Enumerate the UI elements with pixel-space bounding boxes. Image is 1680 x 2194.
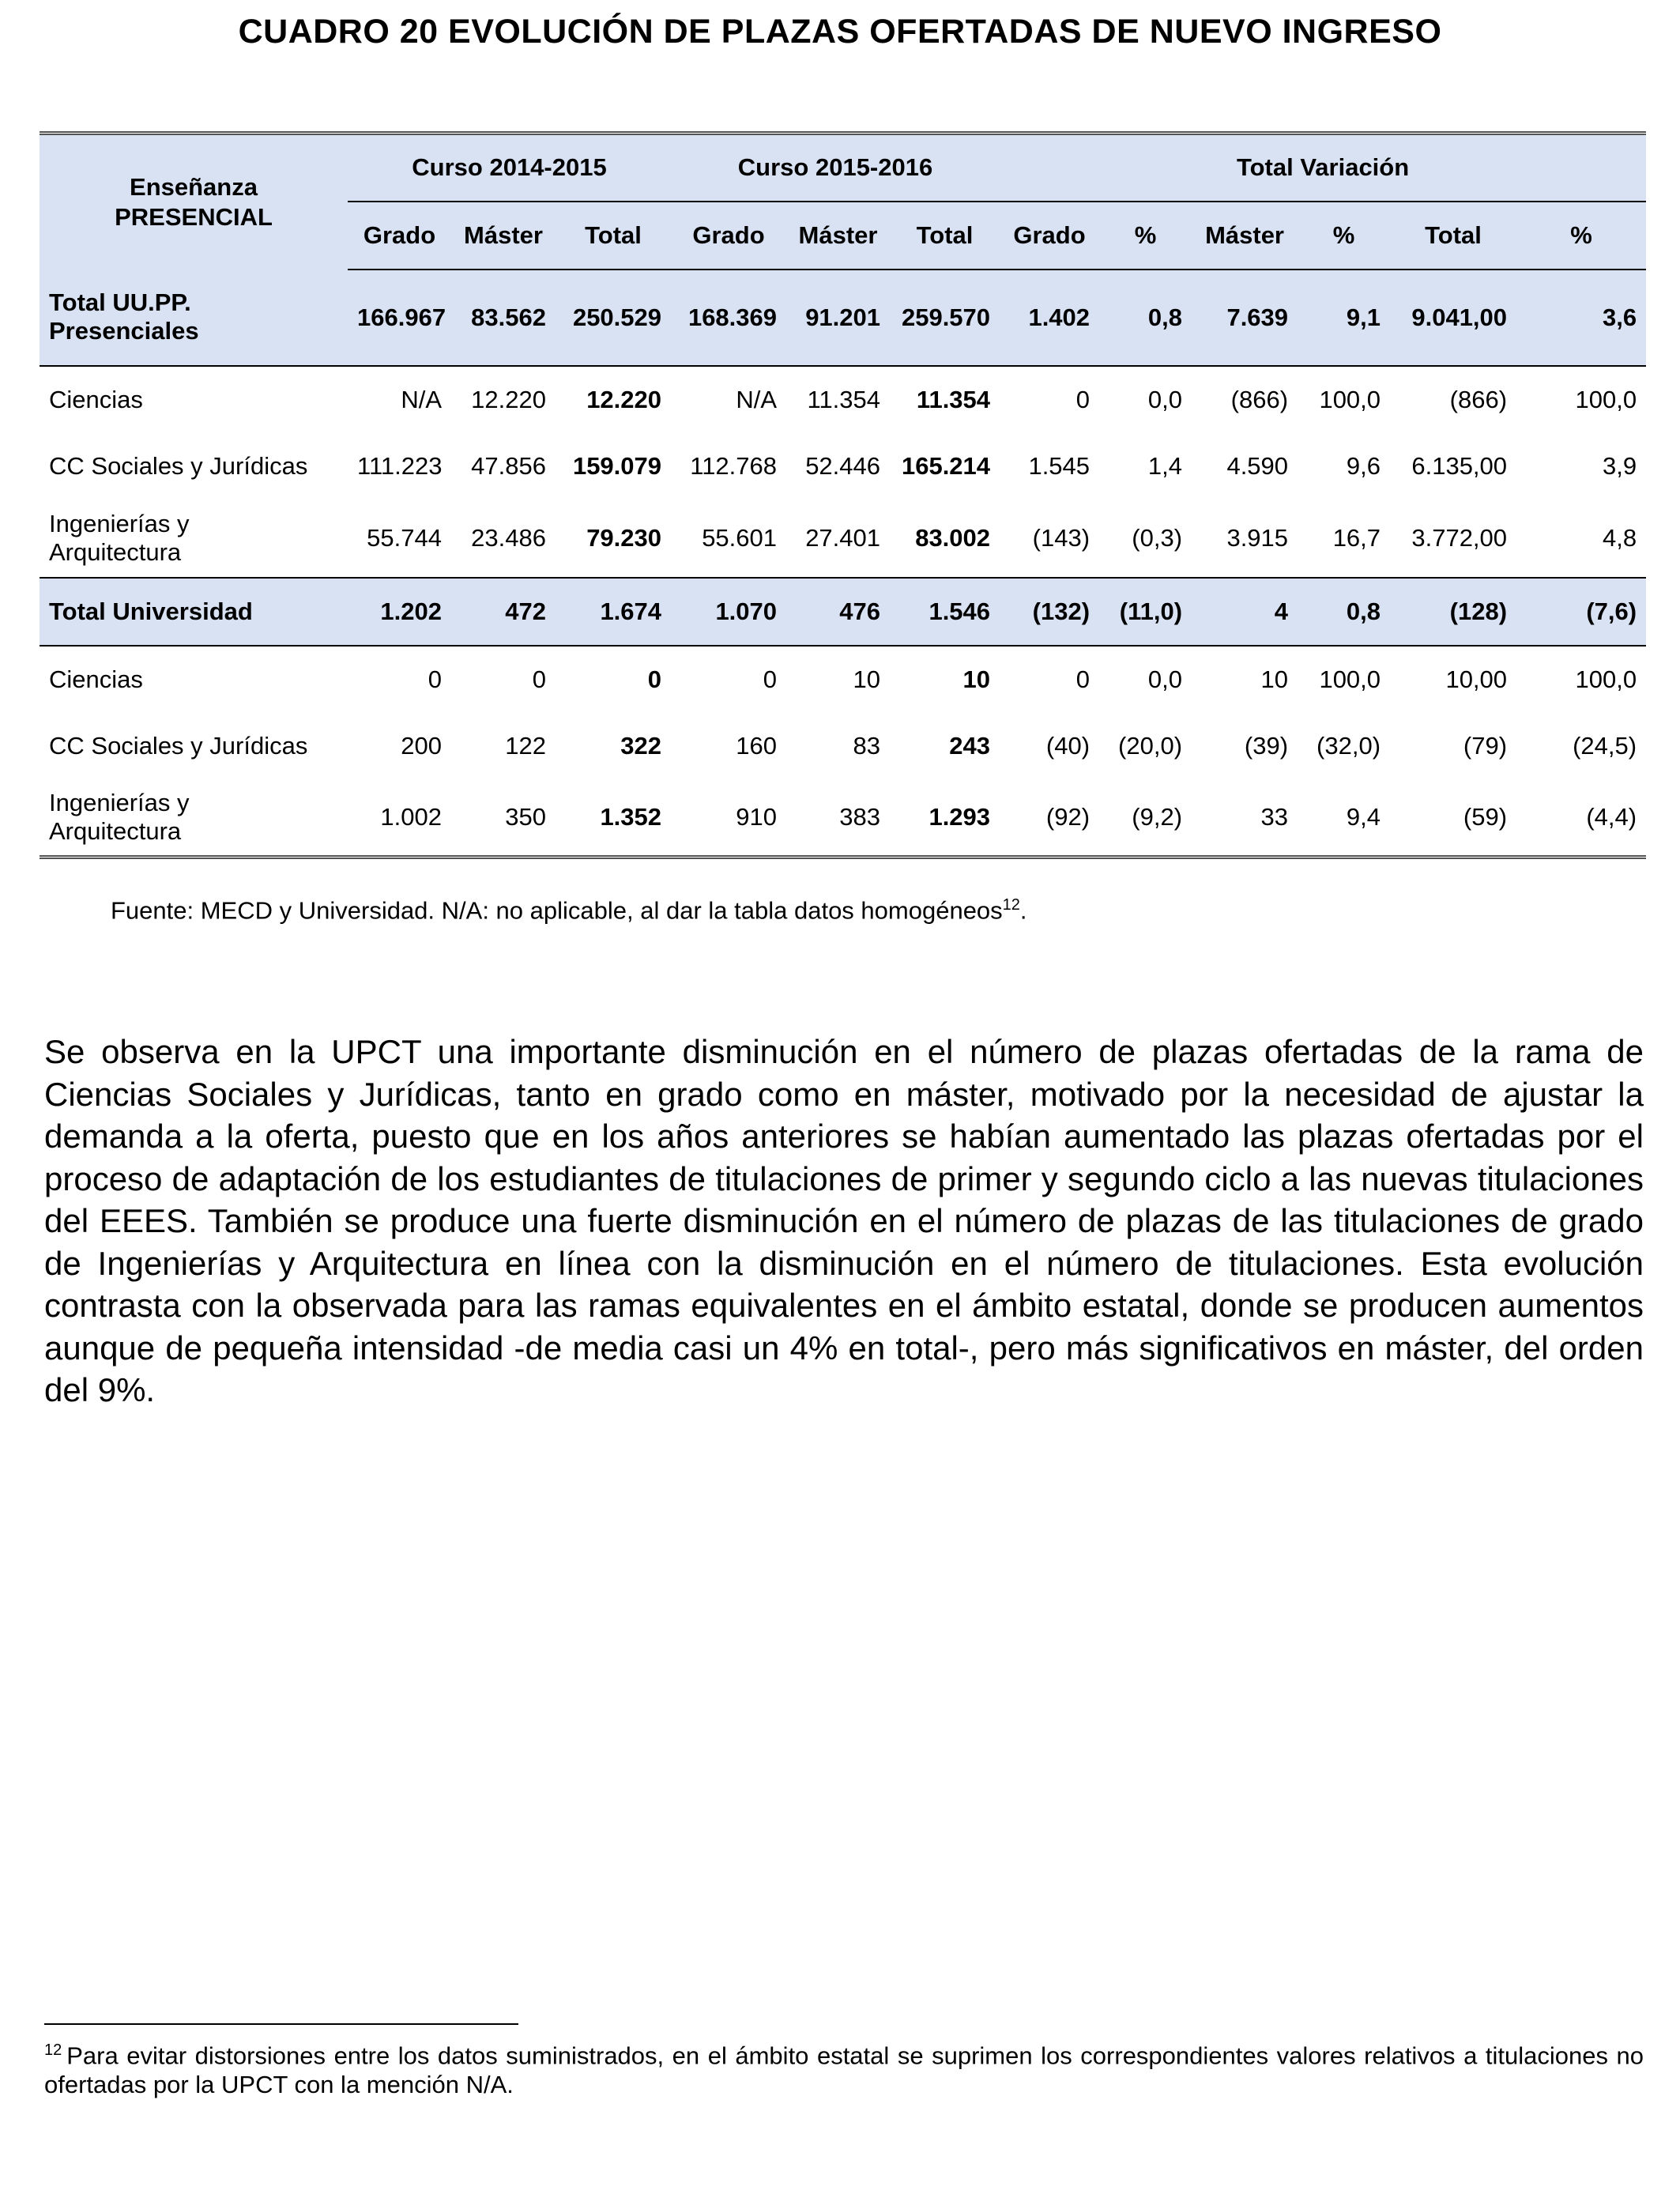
table-cell: (7,6) [1516, 578, 1646, 646]
column-header: Grado [671, 202, 786, 270]
column-header: Grado [348, 202, 451, 270]
table-cell: 243 [949, 732, 991, 760]
source-end: . [1019, 896, 1027, 925]
row-label: Ciencias [49, 385, 143, 413]
column-header: Máster [786, 202, 890, 270]
table-cell: 7.639 [1192, 270, 1298, 366]
footnote-number: 12 [44, 2041, 62, 2059]
column-header: Total [890, 202, 1000, 270]
table-cell: (128) [1390, 578, 1516, 646]
table-row [40, 366, 1646, 433]
table-cell: 0,8 [1099, 270, 1192, 366]
table-row [40, 500, 1646, 578]
table-cell: 1,4 [1147, 452, 1183, 480]
table-row-total-uupp [40, 270, 1646, 366]
row-label-line: Ingenierías y [49, 510, 190, 537]
table-cell: (20,0) [1118, 732, 1183, 760]
table-cell: 476 [786, 578, 890, 646]
column-header: Máster [1192, 202, 1298, 270]
footnote [44, 2036, 1644, 2099]
table-cell: (11,0) [1099, 578, 1192, 646]
table-cell: 33 [1260, 803, 1289, 831]
table-cell: 166.967 [348, 270, 451, 366]
table-cell: (40) [1045, 732, 1090, 760]
table-row [40, 433, 1646, 500]
row-header-line-2: PRESENCIAL [115, 202, 273, 231]
table-row [40, 713, 1646, 780]
row-label-line: Total UU.PP. [49, 288, 191, 316]
row-label-line: Ingenierías y [49, 789, 190, 817]
table-cell: 1.202 [348, 578, 451, 646]
table-cell: 100,0 [1319, 385, 1381, 413]
table-cell: 23.486 [471, 524, 546, 552]
table-cell: 165.214 [901, 452, 991, 480]
row-label [40, 500, 348, 578]
table-cell: 250.529 [556, 270, 671, 366]
table-cell: 0 [1075, 385, 1090, 413]
table-cell: 3,9 [1602, 452, 1637, 480]
table-cell: 1.545 [1028, 452, 1090, 480]
table-cell: 1.070 [671, 578, 786, 646]
table-cell: 12.220 [471, 385, 546, 413]
table-cell: 100,0 [1575, 385, 1637, 413]
table-cell: 0,0 [1147, 665, 1183, 693]
row-label-line: Arquitectura [49, 538, 182, 566]
table-cell: 1.352 [600, 803, 662, 831]
table-cell: 10 [1260, 665, 1289, 693]
table-cell: 1.674 [556, 578, 671, 646]
table-row [40, 646, 1646, 713]
table-cell: 83.562 [451, 270, 556, 366]
table-cell: 91.201 [786, 270, 890, 366]
body-paragraph: Se observa en la UPCT una importante disminución en el número de plazas ofertadas de la rama de Ciencias Sociales y Jurídicas, tanto en grado como en máster, motivado por la necesidad de ajustar la demanda a la oferta, puesto que en los años anteriores se habían aumentado las plazas ofertadas por el proceso de adaptación de los estudiantes de titulaciones de primer y segundo ciclo a las nuevas titulaciones del EEES. También se produce una fuerte disminución en el número de plazas de las titulaciones de grado de Ingenierías y Arquitectura en línea con la disminución en el número de titulaciones. Esta evolución contrasta con la observada para las ramas equivalentes en el ámbito estatal, donde se producen aumentos aunque de pequeña intensidad -de media casi un 4% en total-, pero más significativos en máster, del orden del 9%. [44, 1033, 1644, 1408]
column-header: % [1516, 202, 1646, 270]
table-cell: (866) [1449, 385, 1508, 413]
table-cell: 9,6 [1346, 452, 1381, 480]
table-cell: 112.768 [690, 452, 778, 480]
table-cell: 3.915 [1226, 524, 1289, 552]
footnote-separator [44, 2023, 518, 2025]
table-cell: 10 [853, 665, 881, 693]
table-cell: (866) [1230, 385, 1289, 413]
row-label-line: Presenciales [49, 317, 199, 345]
column-header: % [1298, 202, 1390, 270]
table-cell: 27.401 [805, 524, 881, 552]
table-cell: 12.220 [586, 385, 662, 413]
row-header-cell [40, 134, 348, 270]
table-cell: 168.369 [671, 270, 786, 366]
table-cell: (39) [1244, 732, 1289, 760]
table-cell: 160 [736, 732, 778, 760]
data-table [40, 131, 1646, 859]
table-cell: 47.856 [471, 452, 546, 480]
table-cell: 83 [853, 732, 881, 760]
table-cell: 16,7 [1332, 524, 1381, 552]
column-header: Grado [1000, 202, 1099, 270]
table-title: CUADRO 20 EVOLUCIÓN DE PLAZAS OFERTADAS DE NUEVO INGRESO [238, 13, 1442, 51]
table-cell: 383 [839, 803, 881, 831]
table-cell: (4,4) [1586, 803, 1637, 831]
column-header: % [1099, 202, 1192, 270]
column-header: Total [1390, 202, 1516, 270]
table-cell: (92) [1045, 803, 1090, 831]
table-cell: 0,8 [1298, 578, 1390, 646]
table-cell: (79) [1463, 732, 1508, 760]
table-cell: 55.744 [367, 524, 442, 552]
row-label: Ciencias [49, 665, 143, 693]
table-cell: (59) [1463, 803, 1508, 831]
row-label-line: Arquitectura [49, 817, 182, 846]
table-cell: 4,8 [1602, 524, 1637, 552]
table-cell: (132) [1000, 578, 1099, 646]
table-cell: 6.135,00 [1411, 452, 1508, 480]
source-text: Fuente: MECD y Universidad. N/A: no aplicable, al dar la tabla datos homogéneos [111, 896, 1003, 925]
table-cell: 122 [505, 732, 546, 760]
row-header-line-1: Enseñanza [130, 172, 258, 201]
table-row [40, 780, 1646, 858]
table-cell: N/A [736, 385, 778, 413]
table-cell: 0 [647, 665, 662, 693]
group-header-total-variacion: Total Variación [1000, 134, 1646, 202]
table-cell: 3,6 [1516, 270, 1646, 366]
footnote-reference: 12 [1002, 896, 1020, 914]
table-cell: 159.079 [572, 452, 662, 480]
table-cell: (32,0) [1317, 732, 1381, 760]
group-header-row [40, 134, 1646, 202]
table-cell: 100,0 [1575, 665, 1637, 693]
table-cell: 79.230 [586, 524, 662, 552]
table-cell: 0 [428, 665, 442, 693]
row-label: CC Sociales y Jurídicas [49, 732, 308, 760]
table-cell: (24,5) [1573, 732, 1637, 760]
table-cell: (143) [1032, 524, 1090, 552]
table-cell: 52.446 [805, 452, 881, 480]
row-label: CC Sociales y Jurídicas [49, 452, 308, 480]
table-cell: 4.590 [1226, 452, 1289, 480]
table-cell: 0,0 [1147, 385, 1183, 413]
column-header: Máster [451, 202, 556, 270]
table-cell: 0 [532, 665, 546, 693]
table-cell: 100,0 [1319, 665, 1381, 693]
table-cell: 350 [505, 803, 546, 831]
table-cell: 55.601 [702, 524, 778, 552]
table-cell: 10 [962, 665, 991, 693]
table-cell: 10,00 [1445, 665, 1508, 693]
table-cell: 472 [451, 578, 556, 646]
row-label [40, 270, 348, 366]
table-cell: 9,1 [1298, 270, 1390, 366]
table-source-note [111, 896, 1027, 925]
table-cell: 4 [1192, 578, 1298, 646]
row-label [40, 780, 348, 858]
table-cell: 200 [401, 732, 442, 760]
table-cell: 11.354 [916, 385, 991, 413]
data-table-container [40, 131, 1646, 859]
table-cell: 83.002 [915, 524, 991, 552]
group-header-2015-2016: Curso 2015-2016 [671, 134, 1000, 202]
table-cell: 9,4 [1346, 803, 1381, 831]
table-cell: 1.546 [890, 578, 1000, 646]
table-cell: 1.402 [1000, 270, 1099, 366]
table-cell: 111.223 [357, 452, 443, 480]
table-cell: 1.002 [380, 803, 442, 831]
row-label: Total Universidad [40, 578, 348, 646]
table-cell: 0 [1075, 665, 1090, 693]
table-cell: 9.041,00 [1390, 270, 1516, 366]
table-cell: 259.570 [890, 270, 1000, 366]
table-cell: 0 [763, 665, 778, 693]
table-cell: 11.354 [807, 385, 881, 413]
table-cell: N/A [401, 385, 442, 413]
table-cell: 1.293 [929, 803, 991, 831]
table-cell: (9,2) [1132, 803, 1183, 831]
column-header: Total [556, 202, 671, 270]
table-row-total-universidad [40, 578, 1646, 646]
table-cell: (0,3) [1132, 524, 1183, 552]
group-header-2014-2015: Curso 2014-2015 [348, 134, 671, 202]
table-cell: 322 [620, 732, 662, 760]
table-cell: 3.772,00 [1411, 524, 1508, 552]
footnote-text: Para evitar distorsiones entre los datos suministrados, en el ámbito estatal se suprimen los correspondientes valores relativos a titulaciones no ofertadas por la UPCT con la mención N/A. [44, 2041, 1644, 2099]
table-cell: 910 [736, 803, 778, 831]
